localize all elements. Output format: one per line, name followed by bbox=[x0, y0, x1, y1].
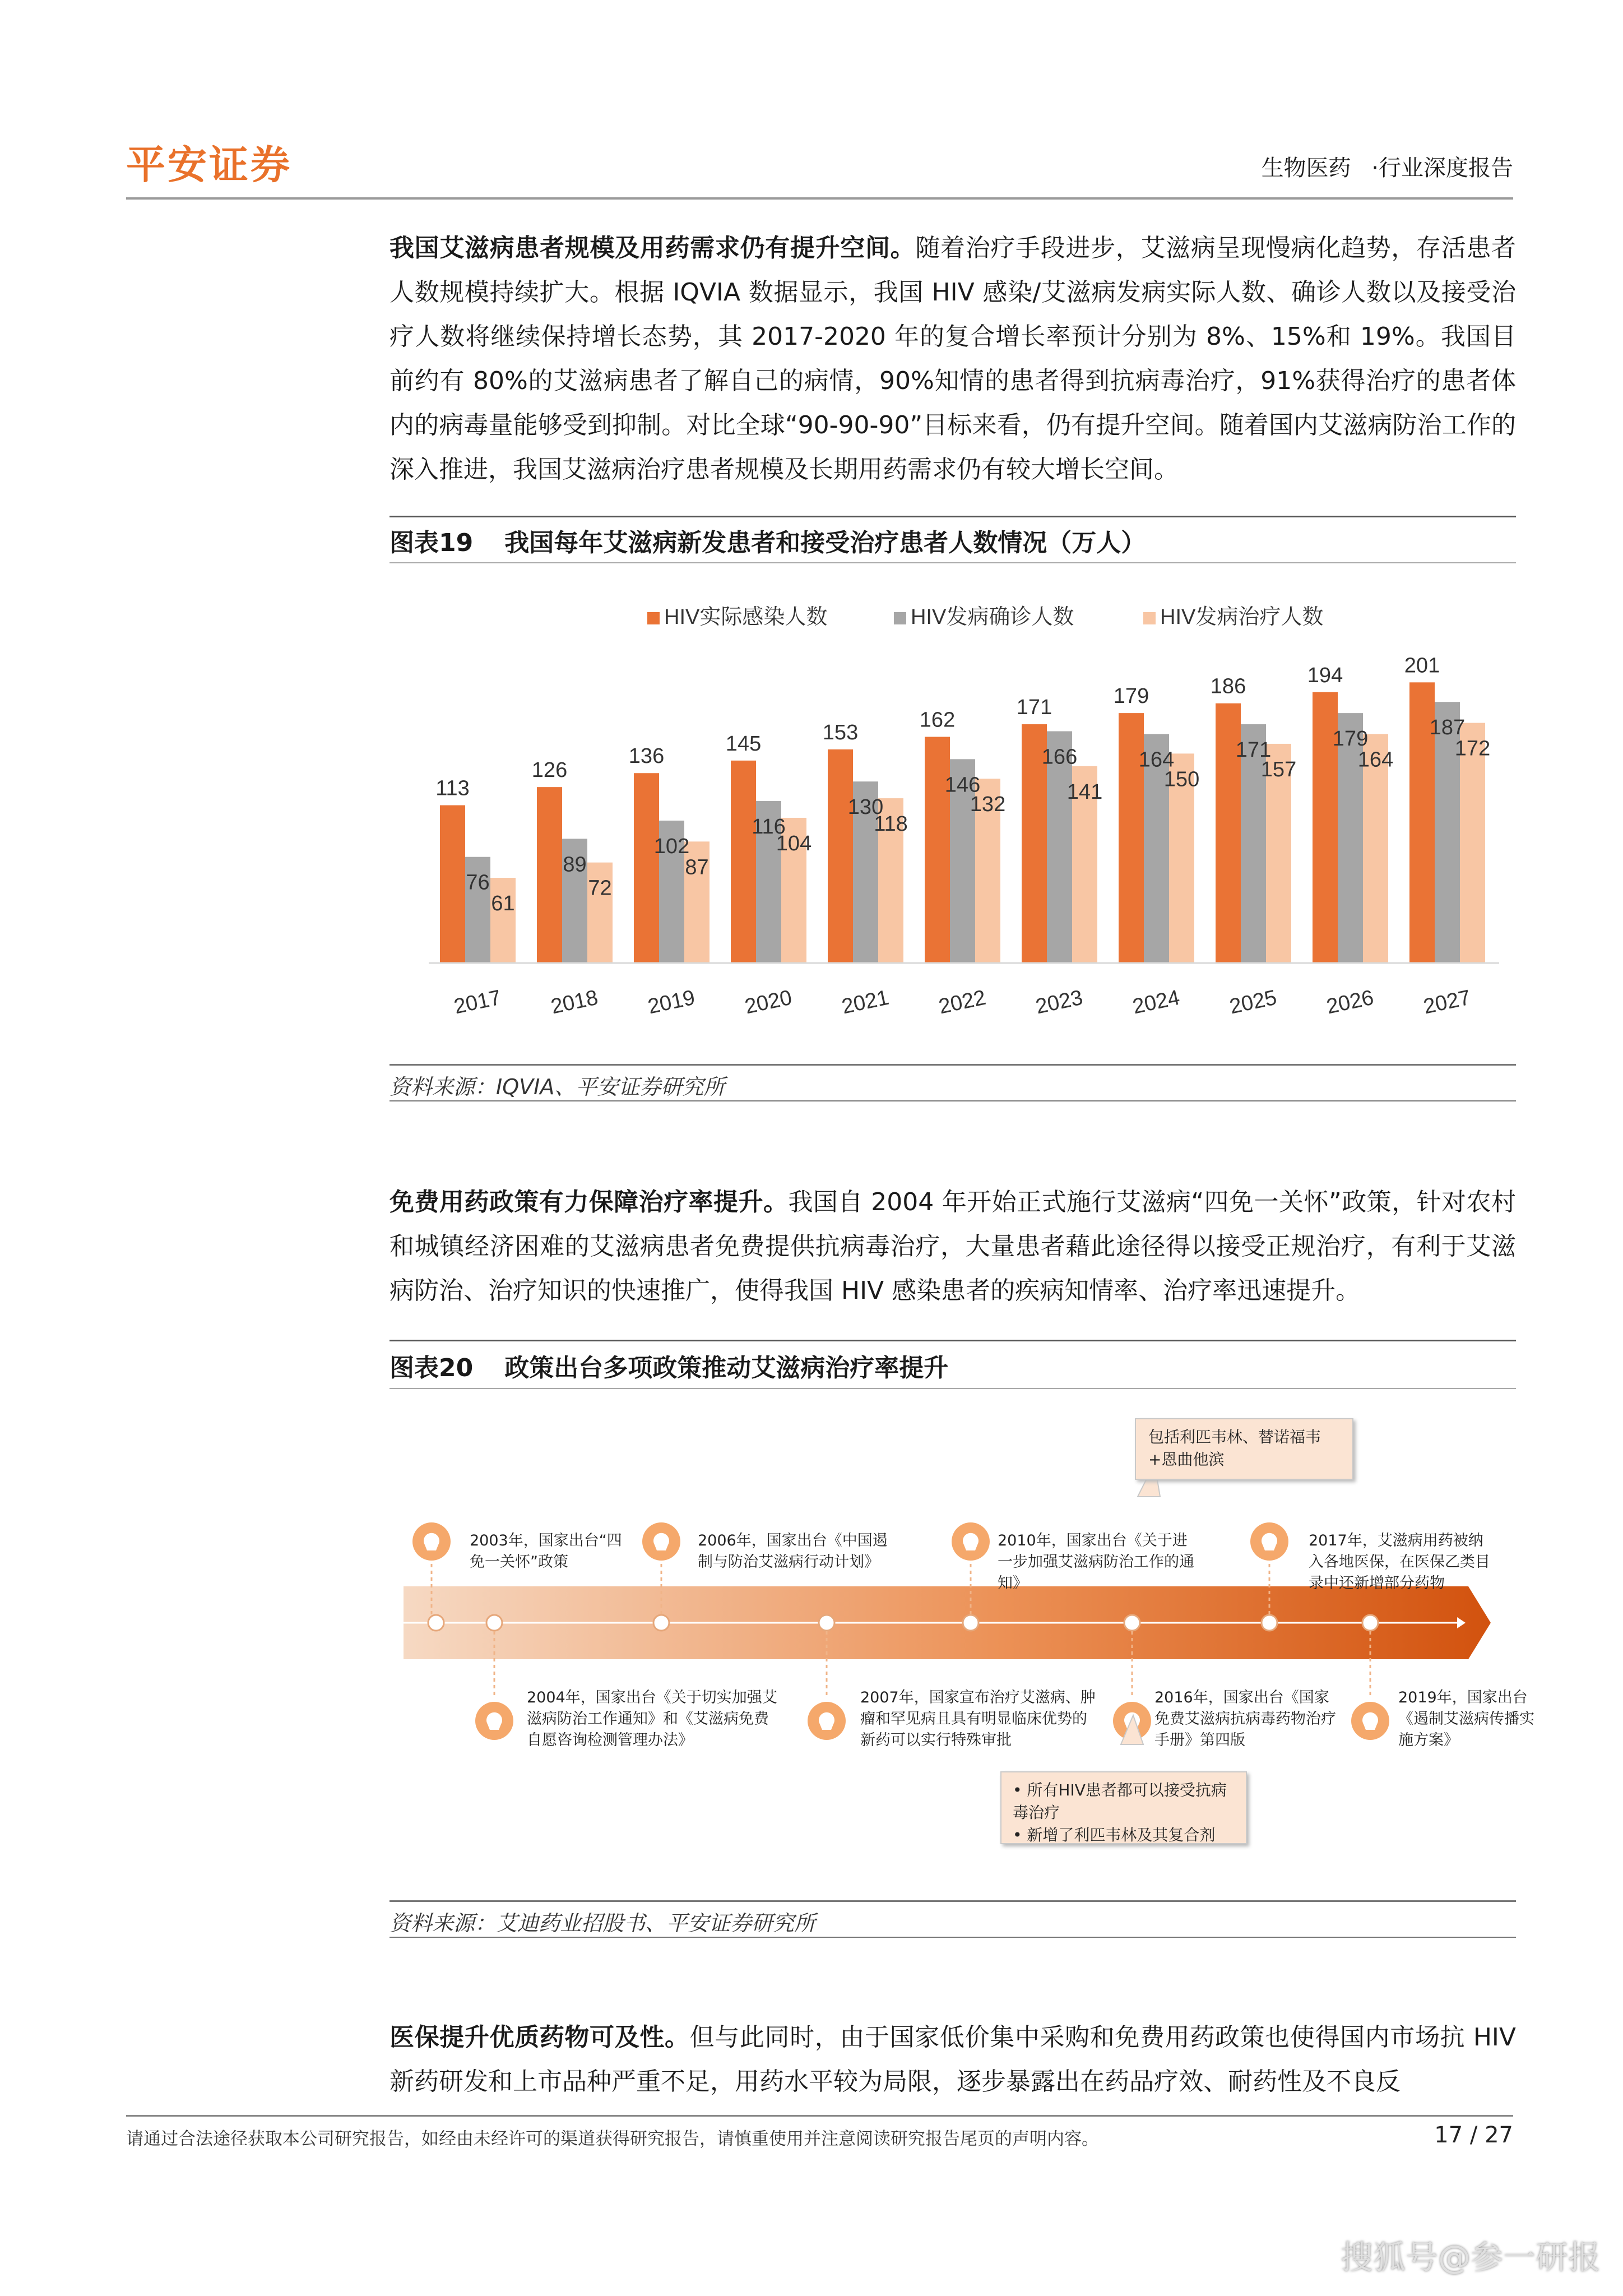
timeline-event-2003: 2003年，国家出台“四免一关怀”政策 bbox=[470, 1532, 622, 1571]
paragraph3-lead: 医保提升优质药物可及性。 bbox=[389, 2023, 690, 2052]
x-tick-2024: 2024 bbox=[1130, 985, 1182, 1019]
data-label-2024-series1: 179 bbox=[1113, 684, 1149, 709]
footer-disclaimer: 请通过合法途径获取本公司研究报告，如经由未经许可的渠道获得研究报告，请慎重使用并注意阅读研究报告尾页的声明内容。 bbox=[126, 2129, 1099, 2149]
legend-swatch-1 bbox=[647, 612, 660, 624]
timeline-event-2007: 2007年，国家宣布治疗艾滋病、肿瘤和罕见病且具有明显临床优势的新药可以实行特殊审批 bbox=[860, 1689, 1096, 1749]
figure19-top-rule bbox=[389, 516, 1516, 517]
timeline-dot-6 bbox=[1124, 1615, 1140, 1631]
x-tick-2025: 2025 bbox=[1227, 985, 1279, 1019]
data-label-2023-series2: 166 bbox=[1041, 745, 1078, 769]
data-label-2018-series3: 72 bbox=[588, 876, 612, 900]
data-label-2025-series3: 157 bbox=[1260, 757, 1297, 781]
data-label-2020-series3: 104 bbox=[776, 831, 812, 855]
paragraph1-lead: 我国艾滋病患者规模及用药需求仍有提升空间。 bbox=[389, 234, 916, 262]
data-label-2019-series2: 102 bbox=[653, 834, 690, 858]
paragraph1-body: 随着治疗手段进步，艾滋病呈现慢病化趋势，存活患者人数规模持续扩大。根据 IQVIA 数据显示，我国 HIV 感染/艾滋病发病实际人数、确诊人数以及接受治疗人数将继续保持增长态势，其 2017-2020 年的复合增长率预计分别为 8%、15%和 19%。我国目前约有 80%的艾滋病患者了解自己的病情，90%知情的患者得到抗病毒治疗，91%获得治疗的患者体内的病毒量能够受到抑制。对比全球“90-90-90”目标来看，仍有提升空间。随着国内艾滋病防治工作的深入推进，我国艾滋病治疗患者规模及长期用药需求仍有较大增长空间。 bbox=[389, 234, 1517, 484]
header-divider bbox=[126, 197, 1513, 200]
data-label-2022-series1: 162 bbox=[919, 708, 956, 732]
report-category bbox=[1262, 150, 1513, 182]
data-label-2023-series1: 171 bbox=[1016, 696, 1052, 720]
data-label-2020-series2: 116 bbox=[752, 815, 786, 839]
lightbulb-glyph bbox=[653, 1533, 669, 1550]
figure19-source-rule bbox=[389, 1100, 1516, 1101]
lightbulb-glyph bbox=[486, 1712, 502, 1730]
bar-2022-series1 bbox=[925, 737, 950, 963]
x-tick-2017: 2017 bbox=[452, 985, 503, 1019]
data-label-2018-series1: 126 bbox=[531, 758, 568, 783]
report-type-label: ·行业深度报告 bbox=[1371, 155, 1513, 181]
paragraph3-body: 但与此同时，由于国家低价集中采购和免费用药政策也使得国内市场抗 HIV 新药研发和上市品种严重不足，用药水平较为局限，逐步暴露出在药品疗效、耐药性及不良反 bbox=[389, 2023, 1516, 2096]
x-tick-2018: 2018 bbox=[549, 985, 600, 1019]
paragraph-patient-scale bbox=[389, 226, 1516, 492]
figure19-title bbox=[389, 522, 1177, 558]
lightbulb-glyph bbox=[1362, 1712, 1378, 1730]
timeline-dot-7 bbox=[1262, 1615, 1277, 1631]
legend-label-3: HIV发病治疗人数 bbox=[1160, 605, 1324, 629]
category-label: 生物医药 bbox=[1261, 155, 1351, 181]
data-label-2026-series2: 179 bbox=[1332, 727, 1369, 751]
lightbulb-glyph bbox=[424, 1533, 439, 1550]
figure20-top-rule bbox=[389, 1340, 1516, 1341]
watermark: 搜狐号@参一研报 bbox=[1340, 2238, 1601, 2276]
figure19-source: 资料来源：IQVIA、平安证券研究所 bbox=[389, 1075, 725, 1099]
timeline-event-2016: 2016年，国家出台《国家免费艾滋病抗病毒药物治疗手册》第四版 bbox=[1154, 1689, 1336, 1749]
paragraph2-body: 我国自 2004 年开始正式施行艾滋病“四免一关怀”政策，针对农村和城镇经济困难的艾滋病患者免费提供抗病毒治疗，大量患者藉此途径得以接受正规治疗，有利于艾滋病防治、治疗知识的快速推广，使得我国 HIV 感染患者的疾病知情率、治疗率迅速提升。 bbox=[389, 1188, 1516, 1305]
brand-logo: 平安证券 bbox=[126, 142, 292, 188]
figure19-caption: 我国每年艾滋病新发患者和接受治疗患者人数情况（万人） bbox=[504, 529, 1146, 557]
bar-chart bbox=[389, 566, 1516, 1048]
data-label-2024-series3: 150 bbox=[1163, 767, 1200, 791]
legend-label-1: HIV实际感染人数 bbox=[664, 605, 828, 629]
callout-2016-details bbox=[1000, 1771, 1247, 1844]
data-label-2026-series1: 194 bbox=[1307, 663, 1343, 687]
x-tick-2020: 2020 bbox=[743, 985, 794, 1019]
timeline-event-2017: 2017年，艾滋病用药被纳入各地医保，在医保乙类目录中还新增部分药物 bbox=[1309, 1532, 1490, 1592]
x-tick-2022: 2022 bbox=[936, 985, 988, 1019]
timeline-dot-5 bbox=[963, 1615, 979, 1631]
x-tick-2027: 2027 bbox=[1421, 985, 1473, 1019]
timeline-dot-4 bbox=[819, 1615, 834, 1631]
timeline-event-2019: 2019年，国家出台《遏制艾滋病传播实施方案》 bbox=[1398, 1689, 1534, 1749]
figure20-source: 资料来源：艾迪药业招股书、平安证券研究所 bbox=[389, 1911, 816, 1936]
data-label-2023-series3: 141 bbox=[1066, 780, 1103, 804]
lightbulb-glyph bbox=[963, 1533, 979, 1550]
timeline-dot-3 bbox=[653, 1615, 669, 1631]
data-label-2019-series3: 87 bbox=[685, 855, 709, 879]
figure20-caption: 政策出台多项政策推动艾滋病治疗率提升 bbox=[504, 1354, 949, 1382]
figure20-title-rule bbox=[389, 1388, 1516, 1389]
data-label-2027-series2: 187 bbox=[1429, 716, 1466, 740]
data-label-2022-series3: 132 bbox=[970, 793, 1006, 817]
callout-bullet-2: • 新增了利匹韦林及其复合剂 bbox=[1013, 1826, 1216, 1844]
x-tick-2019: 2019 bbox=[646, 985, 697, 1019]
callout-bullet-1: • 所有HIV患者都可以接受抗病毒治疗 bbox=[1013, 1781, 1227, 1822]
figure19-label: 图表19 bbox=[389, 529, 474, 557]
data-label-2021-series2: 130 bbox=[847, 795, 884, 820]
lightbulb-glyph bbox=[1262, 1533, 1277, 1550]
timeline-event-2004: 2004年，国家出台《关于切实加强艾滋病防治工作通知》和《艾滋病免费自愿咨询检测管理办法》 bbox=[527, 1689, 777, 1749]
timeline-dot-1 bbox=[428, 1615, 444, 1631]
paragraph2-lead: 免费用药政策有力保障治疗率提升。 bbox=[389, 1188, 789, 1216]
x-tick-2026: 2026 bbox=[1324, 985, 1376, 1019]
x-tick-2021: 2021 bbox=[840, 985, 891, 1019]
data-label-2017-series3: 61 bbox=[491, 892, 515, 916]
legend-swatch-3 bbox=[1143, 612, 1156, 624]
bar-2017-series1 bbox=[440, 806, 465, 963]
figure19-bottom-rule bbox=[389, 1064, 1516, 1066]
chart-legend bbox=[647, 605, 1323, 629]
data-label-2017-series2: 76 bbox=[466, 871, 490, 895]
timeline-dot-2 bbox=[486, 1615, 502, 1631]
callout-drugs-added: 包括利匹韦林、替诺福韦+恩曲他滨 bbox=[1135, 1418, 1353, 1480]
data-label-2026-series3: 164 bbox=[1357, 748, 1394, 772]
page-number: 17 / 27 bbox=[1434, 2122, 1513, 2148]
figure20-bottom-rule bbox=[389, 1900, 1516, 1902]
paragraph-insurance bbox=[389, 2015, 1516, 2104]
data-label-2025-series2: 171 bbox=[1235, 738, 1272, 762]
chart-bars bbox=[440, 682, 1485, 963]
timeline-event-2006: 2006年，国家出台《中国遏制与防治艾滋病行动计划》 bbox=[698, 1532, 888, 1571]
footer-divider bbox=[126, 2115, 1513, 2117]
data-label-2027-series3: 172 bbox=[1454, 737, 1491, 761]
data-label-2018-series2: 89 bbox=[563, 853, 587, 877]
bar-2017-series3 bbox=[490, 878, 516, 963]
data-label-2020-series1: 145 bbox=[725, 732, 762, 756]
figure20-title bbox=[389, 1348, 980, 1383]
chart-x-ticks bbox=[452, 986, 1472, 1019]
legend-swatch-2 bbox=[894, 612, 906, 624]
figure20-label: 图表20 bbox=[389, 1354, 474, 1382]
data-label-2019-series1: 136 bbox=[628, 744, 665, 769]
paragraph-free-drug-policy bbox=[389, 1180, 1516, 1313]
x-tick-2023: 2023 bbox=[1033, 985, 1085, 1019]
data-label-2027-series1: 201 bbox=[1404, 654, 1440, 678]
figure20-source-rule bbox=[389, 1937, 1516, 1938]
timeline-event-2010: 2010年，国家出台《关于进一步加强艾滋病防治工作的通知》 bbox=[998, 1532, 1194, 1592]
data-label-2021-series1: 153 bbox=[822, 720, 859, 744]
bar-2021-series1 bbox=[828, 749, 853, 963]
data-label-2017-series1: 113 bbox=[435, 776, 470, 800]
bar-2018-series1 bbox=[537, 787, 562, 963]
figure19-title-rule bbox=[389, 562, 1516, 563]
data-label-2025-series1: 186 bbox=[1210, 674, 1246, 698]
legend-label-2: HIV发病确诊人数 bbox=[911, 605, 1074, 629]
timeline-dot-8 bbox=[1362, 1615, 1378, 1631]
data-label-2024-series2: 164 bbox=[1138, 748, 1175, 772]
bar-2019-series1 bbox=[634, 773, 659, 963]
data-label-2021-series3: 118 bbox=[874, 812, 908, 836]
data-label-2022-series2: 146 bbox=[944, 773, 981, 797]
bar-2020-series1 bbox=[731, 761, 756, 963]
lightbulb-glyph bbox=[819, 1712, 834, 1730]
